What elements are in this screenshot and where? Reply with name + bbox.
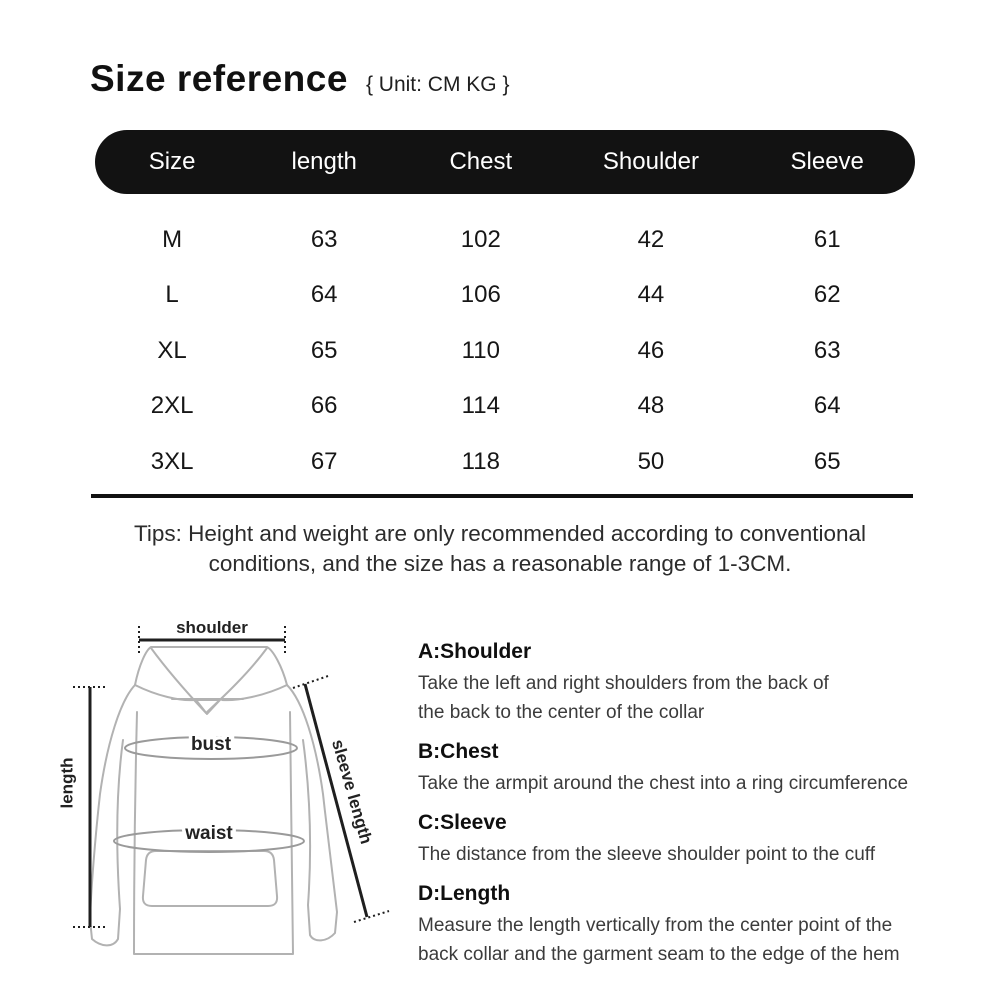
sleeve-length-label: sleeve length [327, 737, 376, 847]
tick-mark [354, 911, 389, 922]
guide-description-line: back collar and the garment seam to the edge of the hem [418, 944, 900, 965]
page-title-row [90, 58, 509, 100]
column-header-chest: Chest [449, 148, 513, 175]
column-header-length: length [291, 148, 357, 175]
size-value: XL [157, 336, 187, 364]
size-value: 2XL [150, 392, 194, 420]
size-value: 3XL [150, 447, 194, 475]
unit-note: { Unit: CM KG } [365, 73, 510, 96]
hoodie-measurement-diagram [42, 602, 404, 964]
guide-heading: C:Sleeve [418, 811, 507, 834]
size-table-header [95, 130, 915, 194]
sleeve-value: 62 [813, 281, 841, 309]
shoulder-value: 46 [637, 336, 665, 364]
shoulder-value: 42 [637, 225, 665, 253]
sleeve-value: 63 [813, 336, 841, 364]
table-row [95, 212, 915, 268]
chest-value: 102 [460, 225, 501, 253]
hoodie-diagram-svg [42, 602, 404, 964]
chest-value: 118 [461, 447, 500, 475]
divider-line [91, 494, 913, 498]
guide-description-line: Take the armpit around the chest into a ring circumference [418, 773, 909, 794]
shoulder-label: shoulder [176, 618, 248, 637]
chest-value: 106 [460, 281, 501, 309]
tips-line-2: conditions, and the size has a reasonable range of 1-3CM. [208, 551, 792, 576]
hoodie-outline [90, 647, 337, 954]
size-value: L [165, 281, 179, 309]
bust-label: bust [190, 734, 232, 756]
tips-note [0, 519, 1000, 579]
chest-value: 110 [461, 336, 500, 364]
column-header-sleeve: Sleeve [790, 148, 864, 175]
tick-mark [293, 676, 328, 688]
table-row [95, 323, 915, 379]
column-header-shoulder: Shoulder [602, 148, 699, 175]
table-row [95, 434, 915, 490]
guide-description-line: the back to the center of the collar [418, 702, 705, 723]
column-header-size: Size [148, 148, 196, 175]
sleeve-value: 65 [813, 447, 841, 475]
length-value: 64 [310, 281, 338, 309]
measuring-guide [418, 640, 978, 982]
size-table-body [95, 194, 915, 490]
length-value: 67 [310, 447, 338, 475]
guide-description-line: The distance from the sleeve shoulder point to the cuff [418, 844, 875, 865]
guide-item-sleeve [418, 811, 978, 869]
tips-line-1: Tips: Height and weight are only recommended according to conventional [133, 521, 867, 546]
length-value: 66 [310, 392, 338, 420]
guide-heading: A:Shoulder [418, 640, 532, 663]
guide-description-line: Take the left and right shoulders from the back of [418, 673, 829, 694]
guide-heading: D:Length [418, 882, 511, 905]
shoulder-value: 50 [637, 447, 665, 475]
length-value: 63 [310, 225, 338, 253]
waist-label: waist [185, 823, 233, 845]
shoulder-value: 44 [637, 281, 665, 309]
table-row [95, 268, 915, 324]
sleeve-value: 61 [813, 225, 841, 253]
page-title: Size reference [90, 58, 348, 99]
length-label: length [57, 757, 77, 809]
table-row [95, 379, 915, 435]
shoulder-value: 48 [637, 392, 665, 420]
guide-item-shoulder [418, 640, 978, 727]
size-value: M [162, 225, 183, 253]
guide-heading: B:Chest [418, 740, 499, 763]
sleeve-value: 64 [813, 392, 841, 420]
guide-item-length [418, 882, 978, 969]
length-value: 65 [310, 336, 338, 364]
guide-item-chest [418, 740, 978, 798]
size-table [95, 130, 915, 490]
chest-value: 114 [461, 392, 500, 420]
guide-description-line: Measure the length vertically from the center point of the [418, 915, 893, 936]
